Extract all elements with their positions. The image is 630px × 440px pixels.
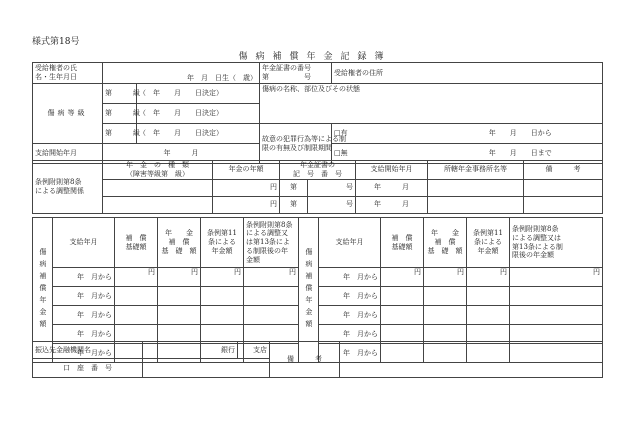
office-header: 所轄年金事務所名等	[428, 161, 524, 180]
grade-2[interactable]: 第 級	[103, 104, 137, 124]
limitation-from[interactable]: 年 月 日から	[439, 124, 603, 144]
art11-cell[interactable]	[467, 306, 510, 325]
period-cell[interactable]: 年 月から	[53, 325, 115, 344]
base-cell[interactable]: 円	[381, 268, 424, 287]
base-cell[interactable]	[115, 287, 158, 306]
branch-field[interactable]: 支店	[238, 342, 270, 359]
start-label: 支給開始年月	[33, 144, 103, 164]
period-cell[interactable]: 年 月から	[319, 325, 381, 344]
account-number-field[interactable]	[143, 359, 270, 378]
grade-1-decided[interactable]: （ 年 月 日決定）	[137, 84, 260, 104]
cert-number-cell[interactable]: 号	[308, 196, 356, 213]
limitation-to[interactable]: 年 月 日まで	[439, 144, 603, 164]
office-cell[interactable]	[428, 196, 524, 213]
base-cell[interactable]: 円	[115, 268, 158, 287]
form-number: 様式第18号	[32, 37, 80, 47]
recipient-table	[32, 62, 603, 164]
cert-prefix: 第	[280, 179, 308, 196]
cert-prefix: 第	[280, 196, 308, 213]
adjustment-row	[33, 179, 603, 196]
office-cell[interactable]	[428, 179, 524, 196]
annual-base-cell[interactable]	[158, 306, 201, 325]
pension-amount-cell[interactable]: 円	[213, 196, 280, 213]
annual-base-cell[interactable]: 円	[424, 268, 467, 287]
art11-cell[interactable]: 円	[201, 268, 244, 287]
base-cell[interactable]	[381, 306, 424, 325]
art8-cell[interactable]	[244, 306, 299, 325]
art8-cell[interactable]	[510, 287, 603, 306]
name-label: 受給権者の氏 名・生年月日	[33, 63, 103, 84]
art11-cell[interactable]: 円	[467, 268, 510, 287]
limitation-label: 故意の犯罪行為等による制 限の有無及び制限期間	[260, 124, 332, 164]
art11-cell[interactable]	[467, 287, 510, 306]
pension-type-cell[interactable]	[103, 179, 213, 196]
start-ym-header: 支給開始年月	[356, 161, 428, 180]
cert-number-field[interactable]: 年金証書の番号 第 号	[260, 63, 332, 84]
injury-label: 傷病の名称、部位及びその状態	[262, 85, 360, 93]
art11-cell[interactable]	[201, 287, 244, 306]
pension-type-cell[interactable]	[103, 196, 213, 213]
start-ym-cell[interactable]: 年 月	[356, 179, 428, 196]
art11-header: 条例第11 条による 年金額	[467, 218, 510, 268]
annual-base-cell[interactable]	[424, 287, 467, 306]
pension-amount-cell[interactable]: 円	[213, 179, 280, 196]
base-header: 補 償 基礎額	[381, 218, 424, 268]
art8-cell[interactable]	[244, 287, 299, 306]
period-cell[interactable]: 年 月から	[319, 268, 381, 287]
period-cell[interactable]: 年 月から	[319, 287, 381, 306]
base-cell[interactable]	[115, 306, 158, 325]
grade-3[interactable]: 第 級	[103, 124, 137, 144]
address-label: 受給権者の住所	[334, 68, 383, 77]
art8-cell[interactable]: 円	[510, 268, 603, 287]
account-number-label: 口 座 番 号	[33, 359, 143, 378]
pension-amount-header: 年金の年額	[213, 161, 280, 180]
period-cell[interactable]: 年 月から	[319, 306, 381, 325]
bank-name-field[interactable]: 銀行	[143, 342, 238, 359]
art8-cell[interactable]: 円	[244, 268, 299, 287]
adjustment-row	[33, 196, 603, 213]
bank-remarks-label: 備 考	[270, 342, 340, 378]
grade-3-decided[interactable]: （ 年 月 日決定）	[137, 124, 260, 144]
art8-header: 条例附則第8条 による調整又は 第13条による制 限後の年金額	[510, 218, 603, 268]
payment-side-label-left: 傷病補償年金額	[33, 218, 53, 363]
address-field[interactable]	[332, 63, 603, 84]
annual-base-cell[interactable]	[424, 306, 467, 325]
annual-base-header: 年 金 補 償 基 礎 額	[158, 218, 201, 268]
start-ym-cell[interactable]: 年 月	[356, 196, 428, 213]
annual-base-cell[interactable]	[158, 287, 201, 306]
pension-type-header: 年 金 の 種 類 （障害等級第 級）	[103, 161, 213, 180]
art8-header: 条例附則第8条 による調整又 は第13条によ る制限後の年 金額	[244, 218, 299, 268]
period-cell[interactable]: 年 月から	[319, 344, 381, 363]
birth-date-field[interactable]: 年 月 日生（ 歳）	[103, 63, 260, 84]
period-cell[interactable]: 年 月から	[53, 287, 115, 306]
art11-cell[interactable]	[201, 306, 244, 325]
form-title: 傷病補償年金記録簿	[238, 52, 392, 62]
grade-2-decided[interactable]: （ 年 月 日決定）	[137, 104, 260, 124]
bank-remarks-field[interactable]	[340, 342, 603, 378]
cert-number-cell[interactable]: 号	[308, 179, 356, 196]
base-header: 補 償 基礎額	[115, 218, 158, 268]
period-cell[interactable]: 年 月から	[53, 306, 115, 325]
injury-description-field[interactable]	[260, 84, 603, 124]
limitation-no[interactable]: □無	[332, 144, 439, 164]
period-cell[interactable]: 年 月から	[53, 268, 115, 287]
annual-base-cell[interactable]: 円	[158, 268, 201, 287]
remarks-cell[interactable]	[524, 179, 603, 196]
annual-base-header: 年 金 補 償 基 礎 額	[424, 218, 467, 268]
cert-number-header: 年金証書の 記 号 番 号	[280, 161, 356, 180]
grade-1[interactable]: 第 級	[103, 84, 137, 104]
base-cell[interactable]	[381, 287, 424, 306]
payment-side-label-right: 傷病補償年金額	[299, 218, 319, 363]
start-date-field[interactable]: 年 月	[103, 144, 260, 164]
remarks-cell[interactable]	[524, 196, 603, 213]
period-header: 支給年月	[53, 218, 115, 268]
art11-header: 条例第11 条による 年金額	[201, 218, 244, 268]
bank-label: 振込先金融機関名	[33, 342, 143, 359]
period-header: 支給年月	[319, 218, 381, 268]
art8-cell[interactable]	[510, 306, 603, 325]
period-cell[interactable]: 年 月から	[53, 344, 115, 363]
adjustment-table	[32, 160, 603, 214]
remarks-header: 備 考	[524, 161, 603, 180]
adjustment-label: 条例附則第8条 による調整関係	[33, 161, 103, 214]
bank-table	[32, 341, 603, 378]
grade-label: 傷病等級	[33, 84, 103, 144]
limitation-yes[interactable]: □有	[332, 124, 439, 144]
